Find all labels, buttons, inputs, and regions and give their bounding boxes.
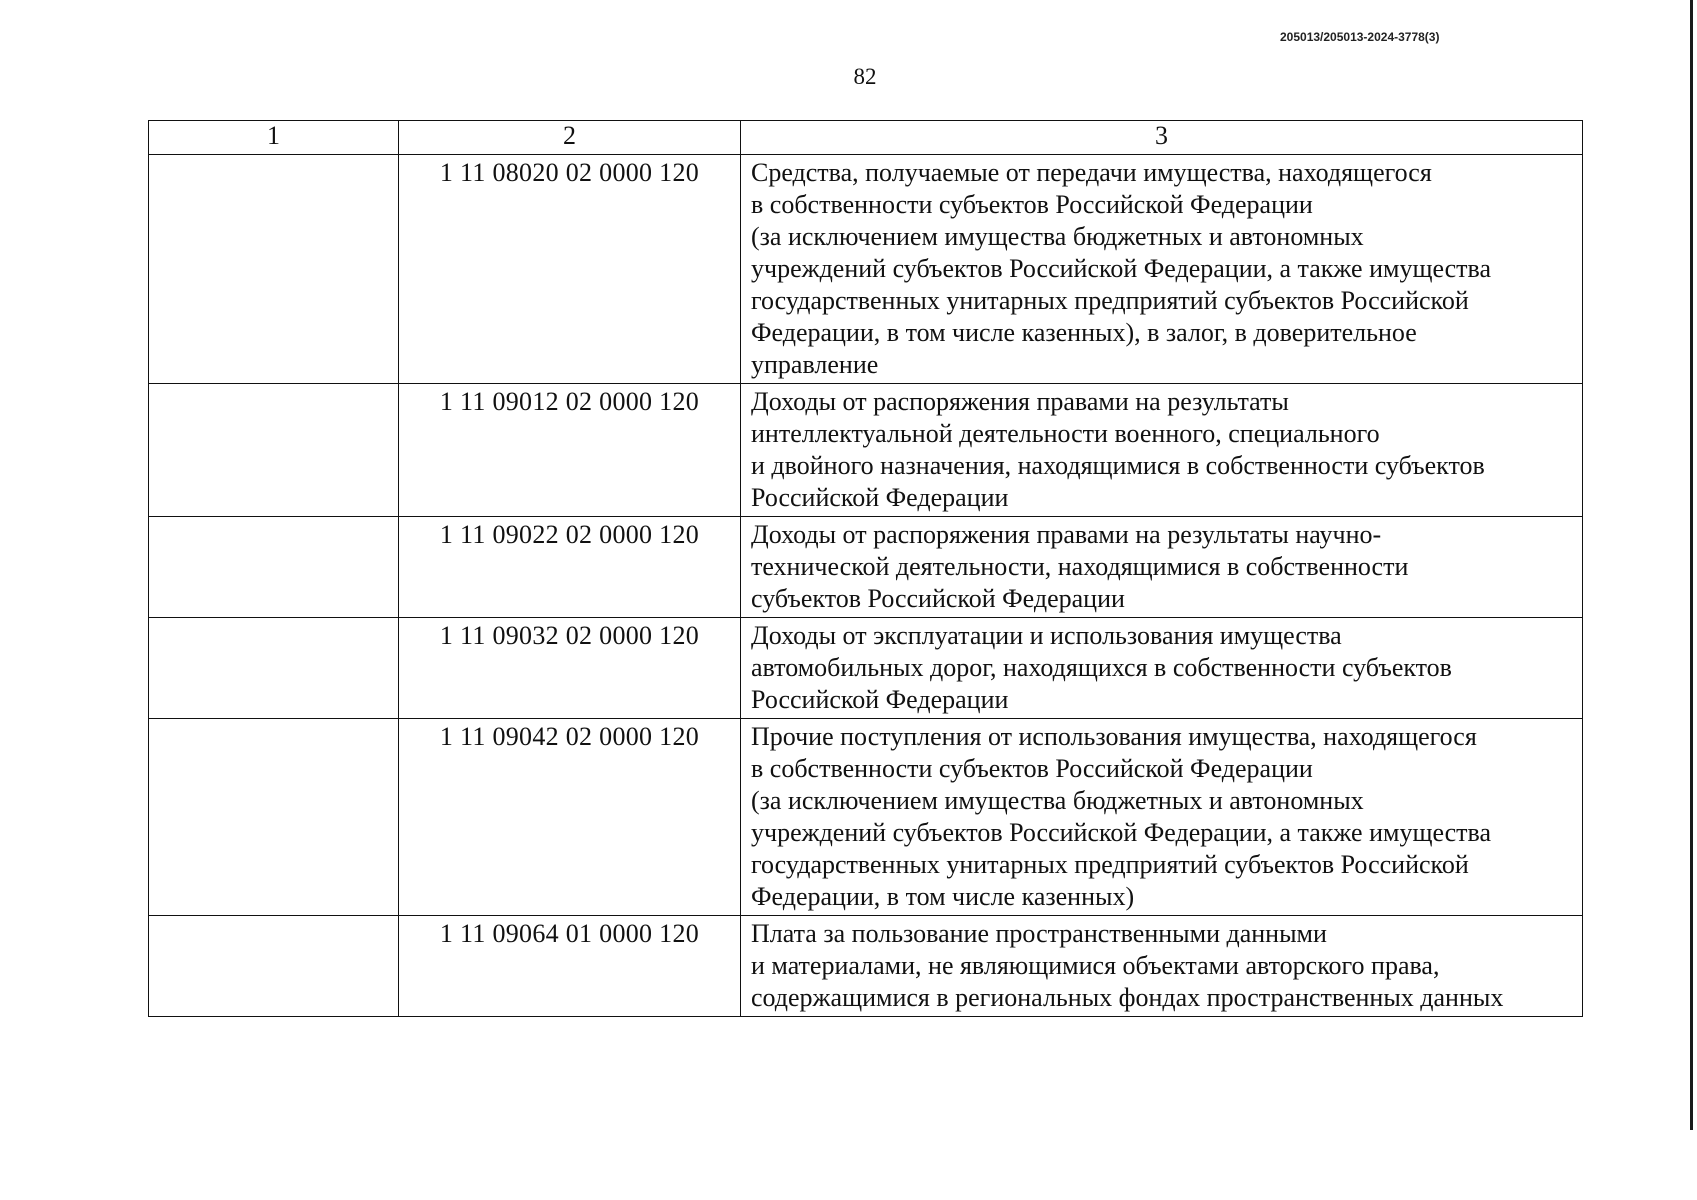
budget-code-cell: 1 11 09022 02 0000 120 [399,517,741,618]
description-cell [741,384,1583,517]
description-text: Доходы от распоряжения правами на результаты интеллектуальной деятельности военного, специального и двойного назначения, находящимися в собственности субъектов Российской Федерации [751,387,1485,512]
table-row [149,719,1583,916]
row-col1-cell [149,618,399,719]
description-cell [741,517,1583,618]
description-cell [741,916,1583,1017]
budget-code-cell: 1 11 09042 02 0000 120 [399,719,741,916]
table-row [149,618,1583,719]
column-header-3: 3 [741,121,1583,155]
column-header-2: 2 [399,121,741,155]
description-text: Доходы от эксплуатации и использования имущества автомобильных дорог, находящихся в собственности субъектов Российской Федерации [751,621,1452,714]
description-text: Прочие поступления от использования имущества, находящегося в собственности субъектов Российской Федерации (за исключением имущества бюджетных и автономных учреждений субъектов Российской Федерации, а также имущества государственных унитарных предприятий субъектов Российской Федерации, в том числе казенных) [751,722,1492,911]
table-row [149,916,1583,1017]
scan-edge-line [1690,0,1693,1130]
row-col1-cell [149,155,399,384]
table-header-row [149,121,1583,155]
column-header-1: 1 [149,121,399,155]
description-cell [741,618,1583,719]
table-row [149,384,1583,517]
budget-code-cell: 1 11 09064 01 0000 120 [399,916,741,1017]
row-col1-cell [149,517,399,618]
page-number: 82 [853,64,877,89]
budget-code-cell: 1 11 08020 02 0000 120 [399,155,741,384]
row-col1-cell [149,719,399,916]
description-text: Плата за пользование пространственными данными и материалами, не являющимися объектами авторского права, содержащимися в региональных фондах пространственных данных [751,919,1504,1012]
table-row [149,155,1583,384]
budget-code-cell: 1 11 09032 02 0000 120 [399,618,741,719]
description-text: Средства, получаемые от передачи имущества, находящегося в собственности субъектов Российской Федерации (за исключением имущества бюджетных и автономных учреждений субъектов Российской Федерации, а также имущества государственных унитарных предприятий субъектов Российской Федерации, в том числе казенных), в залог, в доверительное управление [751,158,1492,379]
row-col1-cell [149,384,399,517]
description-cell [741,719,1583,916]
description-text: Доходы от распоряжения правами на результаты научно- технической деятельности, находящимися в собственности субъектов Российской Федерации [751,520,1409,613]
document-id: 205013/205013-2024-3778(3) [1280,30,1440,44]
budget-code-cell: 1 11 09012 02 0000 120 [399,384,741,517]
description-cell [741,155,1583,384]
budget-codes-table [148,120,1583,1017]
row-col1-cell [149,916,399,1017]
table-row [149,517,1583,618]
